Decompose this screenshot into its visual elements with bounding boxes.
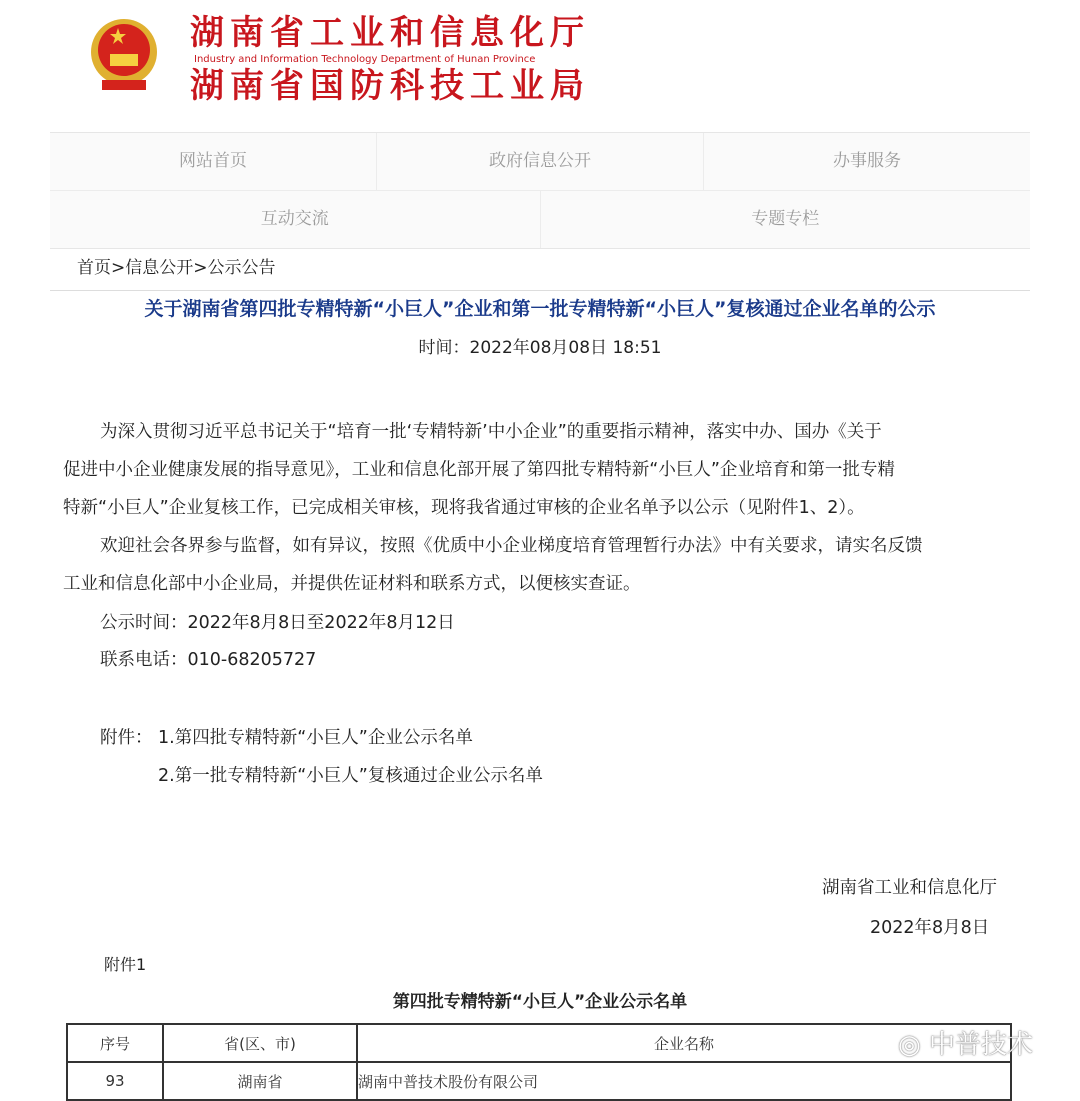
logo-title-en: Industry and Information Technology Department of Hunan Province [194,54,536,65]
attachment-link[interactable]: 1.第四批专精特新“小巨人”企业公示名单 [158,728,473,748]
table-header-row [67,1024,1011,1062]
paragraph-line: 工业和信息化部中小企业局，并提供佐证材料和联系方式，以便核实查证。 [63,574,641,594]
watermark-text: 中普技术 [928,1030,1033,1060]
contact-phone: 联系电话：010-68205727 [100,650,317,670]
list-title: 第四批专精特新“小巨人”企业公示名单 [392,992,688,1012]
logo-subtitle-cn: 湖南省国防科技工业局 [190,66,590,106]
publicity-period: 公示时间：2022年8月8日至2022年8月12日 [100,613,455,633]
sign-date: 2022年8月8日 [870,918,990,938]
article-time: 时间：2022年08月08日 18:51 [418,338,662,358]
header-cell: 序号 [67,1024,163,1062]
header-cell: 企业名称 [357,1024,1011,1062]
nav-gov-info[interactable]: 政府信息公开 [377,133,704,190]
watermark [898,1030,1033,1061]
attachment-link[interactable]: 2.第一批专精特新“小巨人”复核通过企业公示名单 [158,766,543,786]
divider [50,290,1030,291]
cell-company: 湖南中普技术股份有限公司 [357,1062,1011,1100]
nav-services[interactable]: 办事服务 [833,151,901,172]
cell-province: 湖南省 [163,1062,357,1100]
header-cell: 省(区、市) [163,1024,357,1062]
national-emblem [88,18,160,96]
paragraph-line: 特新“小巨人”企业复核工作，已完成相关审核，现将我省通过审核的企业名单予以公示（见附件1、2）。 [63,498,865,518]
cell-index: 93 [67,1062,163,1100]
paragraph-line: 欢迎社会各界参与监督，如有异议，按照《优质中小企业梯度培育管理暂行办法》中有关要求，请实名反馈 [100,536,923,556]
attachments-label: 附件： [100,728,153,748]
breadcrumb[interactable]: 首页>信息公开>公示公告 [77,258,276,278]
logo-title-cn: 湖南省工业和信息化厅 [190,13,590,53]
paragraph-line: 促进中小企业健康发展的指导意见》，工业和信息化部开展了第四批专精特新“小巨人”企业培育和第一批专精 [63,460,895,480]
main-nav [50,132,1030,249]
nav-home[interactable]: 网站首页 [50,133,377,190]
annex-label: 附件1 [104,955,147,974]
wechat-icon: ◎ [898,1030,929,1060]
company-table [66,1023,1012,1101]
nav-topics[interactable]: 专题专栏 [751,209,820,230]
article-title: 关于湖南省第四批专精特新“小巨人”企业和第一批专精特新“小巨人”复核通过企业名单的公示 [144,298,936,320]
table-row [67,1062,1011,1100]
signer: 湖南省工业和信息化厅 [822,878,997,898]
nav-interaction[interactable]: 互动交流 [50,191,541,248]
paragraph-line: 为深入贯彻习近平总书记关于“培育一批‘专精特新’中小企业”的重要指示精神，落实中办、国办《关于 [100,422,882,442]
